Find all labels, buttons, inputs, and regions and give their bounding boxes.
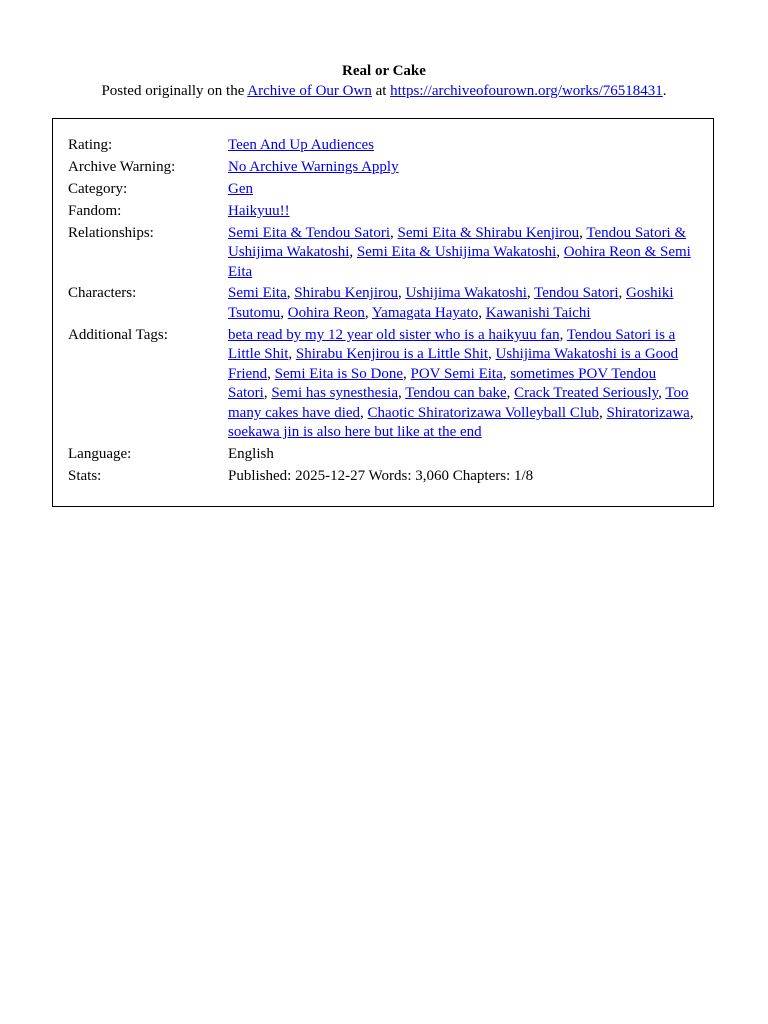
tag-link[interactable]: Shirabu Kenjirou is a Little Shit: [295, 346, 488, 363]
stats-value: Published: 2025-12-27 Words: 3,060 Chapters: 1/8: [228, 468, 534, 485]
tag-link[interactable]: Tendou Satori is a Little Shit: [228, 326, 676, 363]
warning-row: [68, 158, 698, 180]
fandom-link[interactable]: Haikyuu!!: [228, 202, 290, 219]
stats-label: Stats:: [68, 468, 102, 485]
tag-link[interactable]: Semi has synesthesia: [271, 385, 398, 402]
work-title: Real or Cake: [342, 63, 426, 79]
category-label: Category:: [68, 180, 128, 197]
work-url-link[interactable]: https://archiveofourown.org/works/76518431: [390, 83, 663, 99]
relationship-link[interactable]: Semi Eita & Ushijima Wakatoshi: [356, 244, 557, 261]
tag-link[interactable]: Chaotic Shiratorizawa Volleyball Club: [367, 404, 600, 421]
tag-link[interactable]: sometimes POV Tendou Satori: [228, 365, 657, 402]
category-link[interactable]: Gen: [228, 180, 253, 197]
characters-row: [68, 284, 698, 325]
language-label: Language:: [68, 446, 132, 463]
characters-value: Semi Eita, Shirabu Kenjirou, Ushijima Wakatoshi, Tendou Satori, Goshiki Tsutomu, Oohira Reon, Yamagata Hayato, Kawanishi Taichi: [228, 285, 674, 321]
tag-link[interactable]: soekawa jin is also here but like at the end: [228, 424, 482, 441]
metadata-box: [52, 118, 714, 507]
posted-line: [0, 81, 768, 101]
warning-value: [228, 158, 698, 180]
character-link[interactable]: Kawanishi Taichi: [485, 304, 591, 321]
tags-label: Additional Tags:: [68, 326, 168, 343]
rating-link[interactable]: Teen And Up Audiences: [228, 137, 375, 153]
tag-link[interactable]: Crack Treated Seriously: [514, 385, 659, 402]
language-row: [68, 445, 698, 467]
relationship-link[interactable]: Oohira Reon & Semi Eita: [228, 244, 691, 280]
metadata-table: [68, 136, 698, 489]
archive-link[interactable]: Archive of Our Own: [247, 83, 372, 99]
tag-link[interactable]: beta read by my 12 year old sister who is a haikyuu fan: [228, 326, 560, 343]
relationships-label: Relationships:: [68, 224, 154, 241]
rating-value: [228, 136, 698, 158]
tag-link[interactable]: Ushijima Wakatoshi is a Good Friend: [228, 346, 679, 382]
character-link[interactable]: Semi Eita: [228, 285, 287, 302]
warning-label: Archive Warning:: [68, 158, 176, 175]
tags-value: beta read by my 12 year old sister who is a haikyuu fan, Tendou Satori is a Little Shit, Shirabu Kenjirou is a Little Shit, Ushijima Wakatoshi is a Good Friend, Semi Eita is So Done, POV Semi Eita, sometimes POV Tendou Satori, Semi has synesthesia, Tendou can bake, Crack Treated Seriously, Too many cakes have died, Chaotic Shiratorizawa Volleyball Club, Shiratorizawa, soekawa jin is also here but like at the end: [228, 326, 694, 441]
tag-link[interactable]: POV Semi Eita: [410, 365, 503, 382]
posted-suffix: .: [662, 83, 667, 99]
posted-prefix: Posted originally on the: [101, 83, 248, 99]
character-link[interactable]: Ushijima Wakatoshi: [405, 285, 527, 302]
relationships-row: [68, 224, 698, 285]
tag-link[interactable]: Shiratorizawa: [606, 404, 690, 421]
tag-link[interactable]: Too many cakes have died: [228, 385, 689, 421]
stats-row: [68, 467, 698, 489]
relationship-link[interactable]: Semi Eita & Tendou Satori: [228, 224, 390, 241]
fandom-value: [228, 202, 698, 224]
fandom-row: [68, 202, 698, 224]
character-link[interactable]: Yamagata Hayato: [371, 304, 479, 321]
work-header: [0, 61, 768, 101]
relationships-value: Semi Eita & Tendou Satori, Semi Eita & Shirabu Kenjirou, Tendou Satori & Ushijima Wakatoshi, Semi Eita & Ushijima Wakatoshi, Oohira Reon & Semi Eita: [228, 224, 691, 280]
warning-link[interactable]: No Archive Warnings Apply: [228, 158, 399, 175]
tags-row: [68, 326, 698, 445]
rating-label: Rating:: [68, 137, 113, 153]
relationship-link[interactable]: Tendou Satori & Ushijima Wakatoshi: [228, 224, 687, 261]
tag-link[interactable]: Tendou can bake: [405, 385, 507, 402]
rating-row: [68, 136, 698, 158]
tag-link[interactable]: Semi Eita is So Done: [274, 365, 403, 382]
relationship-link[interactable]: Semi Eita & Shirabu Kenjirou: [397, 224, 580, 241]
posted-at: at: [371, 83, 391, 99]
character-link[interactable]: Tendou Satori: [534, 285, 619, 302]
category-value: [228, 180, 698, 202]
language-value: English: [228, 446, 274, 463]
fandom-label: Fandom:: [68, 202, 122, 219]
character-link[interactable]: Shirabu Kenjirou: [294, 285, 398, 302]
character-link[interactable]: Goshiki Tsutomu: [228, 285, 674, 321]
characters-label: Characters:: [68, 285, 137, 302]
character-link[interactable]: Oohira Reon: [287, 304, 365, 321]
category-row: [68, 180, 698, 202]
